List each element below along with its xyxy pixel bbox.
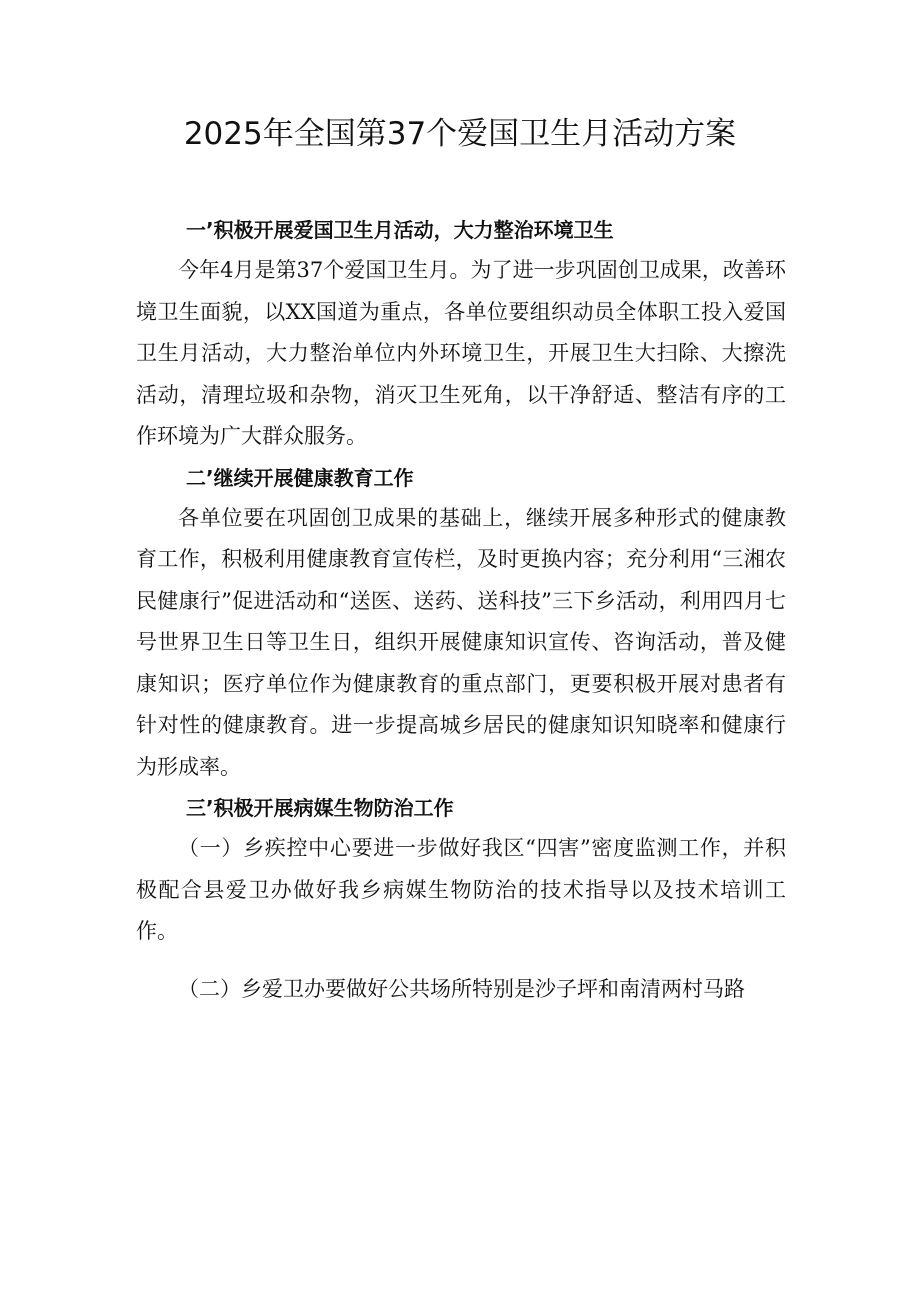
section-heading: 一’积极开展爱国卫生月活动，大力整治环境卫生 bbox=[186, 218, 614, 242]
paragraph-spacer bbox=[136, 953, 786, 969]
paragraph: （二）乡爱卫办要做好公共场所特别是沙子坪和南清两村马路 bbox=[178, 976, 745, 1001]
paragraph: 今年4月是第37个爱国卫生月。为了进一步巩固创卫成果，改善环境卫生面貌，以XX国道为重点，各单位要组织动员全体职工投入爱国卫生月活动，大力整治单位内外环境卫生，开展卫生大扫除、大擦洗活动，清理垃圾和杂物，消灭卫生死角，以干净舒适、整洁有序的工作环境为广大群众服务。 bbox=[136, 258, 786, 448]
section-2 bbox=[136, 458, 786, 789]
section-heading: 三’积极开展病媒生物防治工作 bbox=[186, 796, 454, 820]
section-1 bbox=[136, 210, 786, 458]
section-heading: 二’继续开展健康教育工作 bbox=[186, 465, 414, 490]
paragraph: （一）乡疾控中心要进一步做好我区“四害”密度监测工作，并积极配合县爱卫办做好我乡病媒生物防治的技术指导以及技术培训工作。 bbox=[136, 836, 786, 943]
paragraph: 各单位要在巩固创卫成果的基础上，继续开展多种形式的健康教育工作，积极利用健康教育宣传栏，及时更换内容；充分利用“三湘农民健康行”促进活动和“送医、送药、送科技”三下乡活动，利用四月七号世界卫生日等卫生日，组织开展健康知识宣传、咨询活动，普及健康知识；医疗单位作为健康教育的重点部门，更要积极开展对患者有针对性的健康教育。进一步提高城乡居民的健康知识知晓率和健康行为形成率。 bbox=[136, 505, 786, 779]
section-3 bbox=[136, 788, 786, 1010]
document-body bbox=[136, 210, 786, 1010]
document-title: 2025年全国第37个爱国卫生月活动方案 bbox=[183, 116, 737, 152]
